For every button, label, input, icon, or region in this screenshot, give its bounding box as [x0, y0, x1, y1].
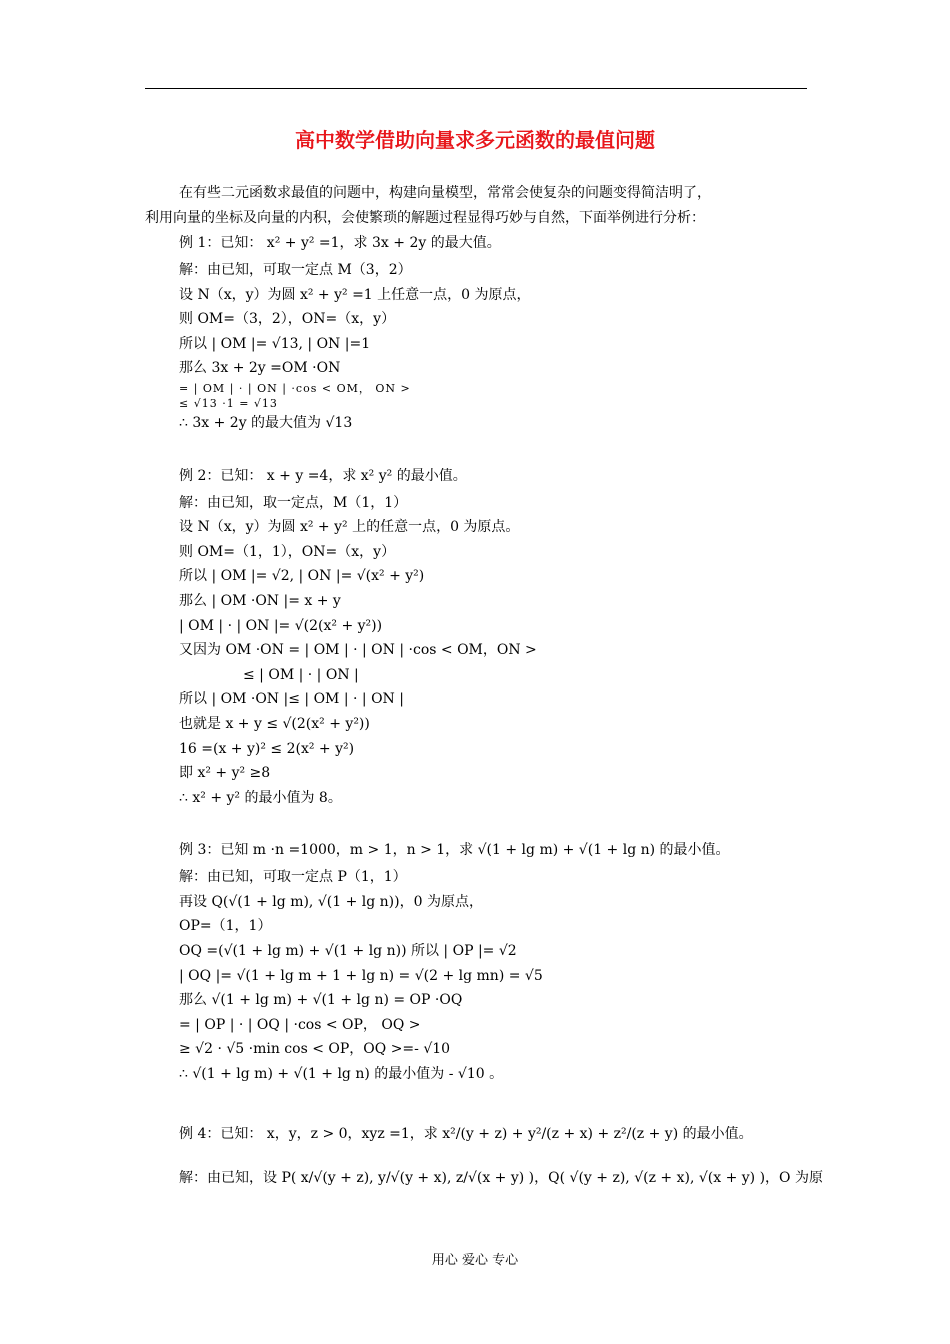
ex3-line: = | OP | · | OQ | ·cos < OP， OQ > — [179, 1016, 421, 1033]
ex3-line: ≥ √2 · √5 ·min cos < OP，OQ >=- √10 — [179, 1041, 451, 1058]
ex1-line: 解：由已知，可取一定点 M（3，2） — [179, 262, 412, 278]
examples-body — [179, 228, 823, 1200]
ex2-line: 16 =(x + y)² ≤ 2(x² + y²) — [179, 740, 355, 757]
page-footer: 用心 爱心 专心 — [431, 1253, 519, 1268]
ex4-problem: 例 4：已知： x，y，z > 0，xyz =1，求 x²/(y + z) + y²/(z + x) + z²/(z + y) 的最小值。 — [179, 1125, 753, 1142]
ex2-line: 所以 | OM ·ON |≤ | OM | · | ON | — [179, 691, 404, 708]
ex2-line: 那么 | OM ·ON |= x + y — [179, 592, 341, 609]
ex2-line: 即 x² + y² ≥8 — [179, 765, 271, 782]
intro-line-2: 利用向量的坐标及向量的内积，会使繁琐的解题过程显得巧妙与自然，下面举例进行分析： — [145, 210, 705, 226]
ex3-conclusion: ∴ √(1 + lg m) + √(1 + lg n) 的最小值为 - √10 。 — [179, 1066, 504, 1083]
ex3-line: 那么 √(1 + lg m) + √(1 + lg n) = OP ·OQ — [179, 992, 463, 1009]
ex2-problem: 例 2：已知： x + y =4，求 x² y² 的最小值。 — [179, 467, 467, 484]
ex2-line: 解：由已知，取一定点，M（1，1） — [179, 494, 408, 511]
ex1-line: = | OM | · | ON | ·cos < OM， ON > — [179, 381, 411, 395]
ex1-problem: 例 1：已知： x² + y² =1，求 3x + 2y 的最大值。 — [179, 235, 501, 251]
ex3-line: 再设 Q(√(1 + lg m), √(1 + lg n))，0 为原点， — [179, 893, 483, 910]
ex2-line: 也就是 x + y ≤ √(2(x² + y²)) — [179, 715, 370, 732]
ex1-line: ≤ √13 ·1 = √13 — [179, 396, 278, 410]
ex2-line: 设 N（x，y）为圆 x² + y² 上的任意一点，0 为原点。 — [179, 519, 520, 536]
intro-paragraph — [145, 181, 810, 231]
ex1-line: 设 N（x，y）为圆 x² + y² =1 上任意一点，0 为原点， — [179, 286, 531, 303]
ex3-problem: 例 3：已知 m ·n =1000，m > 1，n > 1，求 √(1 + lg m) + √(1 + lg n) 的最小值。 — [179, 842, 730, 859]
header-rule — [145, 88, 807, 89]
document-title: 高中数学借助向量求多元函数的最值问题 — [295, 128, 655, 152]
ex2-line: 所以 | OM |= √2, | ON |= √(x² + y²) — [179, 568, 425, 585]
ex1-line: 所以 | OM |= √13, | ON |=1 — [179, 335, 371, 352]
ex1-line: 则 OM=（3，2），ON=（x，y） — [179, 311, 396, 328]
ex2-conclusion: ∴ x² + y² 的最小值为 8。 — [179, 789, 342, 806]
ex1-line: 那么 3x + 2y =OM ·ON — [179, 360, 341, 377]
ex3-line: 解：由已知，可取一定点 P（1，1） — [179, 869, 407, 886]
ex2-line: ≤ | OM | · | ON | — [243, 666, 359, 683]
ex2-line: 又因为 OM ·ON = | OM | · | ON | ·cos < OM，ON > — [179, 642, 537, 659]
ex2-line: 则 OM=（1，1），ON=（x，y） — [179, 543, 396, 560]
ex2-line: | OM | · | ON |= √(2(x² + y²)) — [179, 617, 383, 634]
ex1-conclusion: ∴ 3x + 2y 的最大值为 √13 — [179, 414, 353, 431]
intro-line-1: 在有些二元函数求最值的问题中，构建向量模型，常常会使复杂的问题变得简洁明了， — [179, 185, 711, 201]
ex4-line: 解：由已知，设 P( x/√(y + z), y/√(y + x), z/√(x + y) )，Q( √(y + z), √(z + x), √(x + y) )，O 为原 — [179, 1169, 823, 1186]
ex3-line: OP=（1，1） — [179, 918, 272, 935]
ex3-line: OQ =(√(1 + lg m) + √(1 + lg n)) 所以 | OP |= √2 — [179, 943, 517, 960]
ex3-line: | OQ |= √(1 + lg m + 1 + lg n) = √(2 + lg mn) = √5 — [179, 967, 543, 984]
